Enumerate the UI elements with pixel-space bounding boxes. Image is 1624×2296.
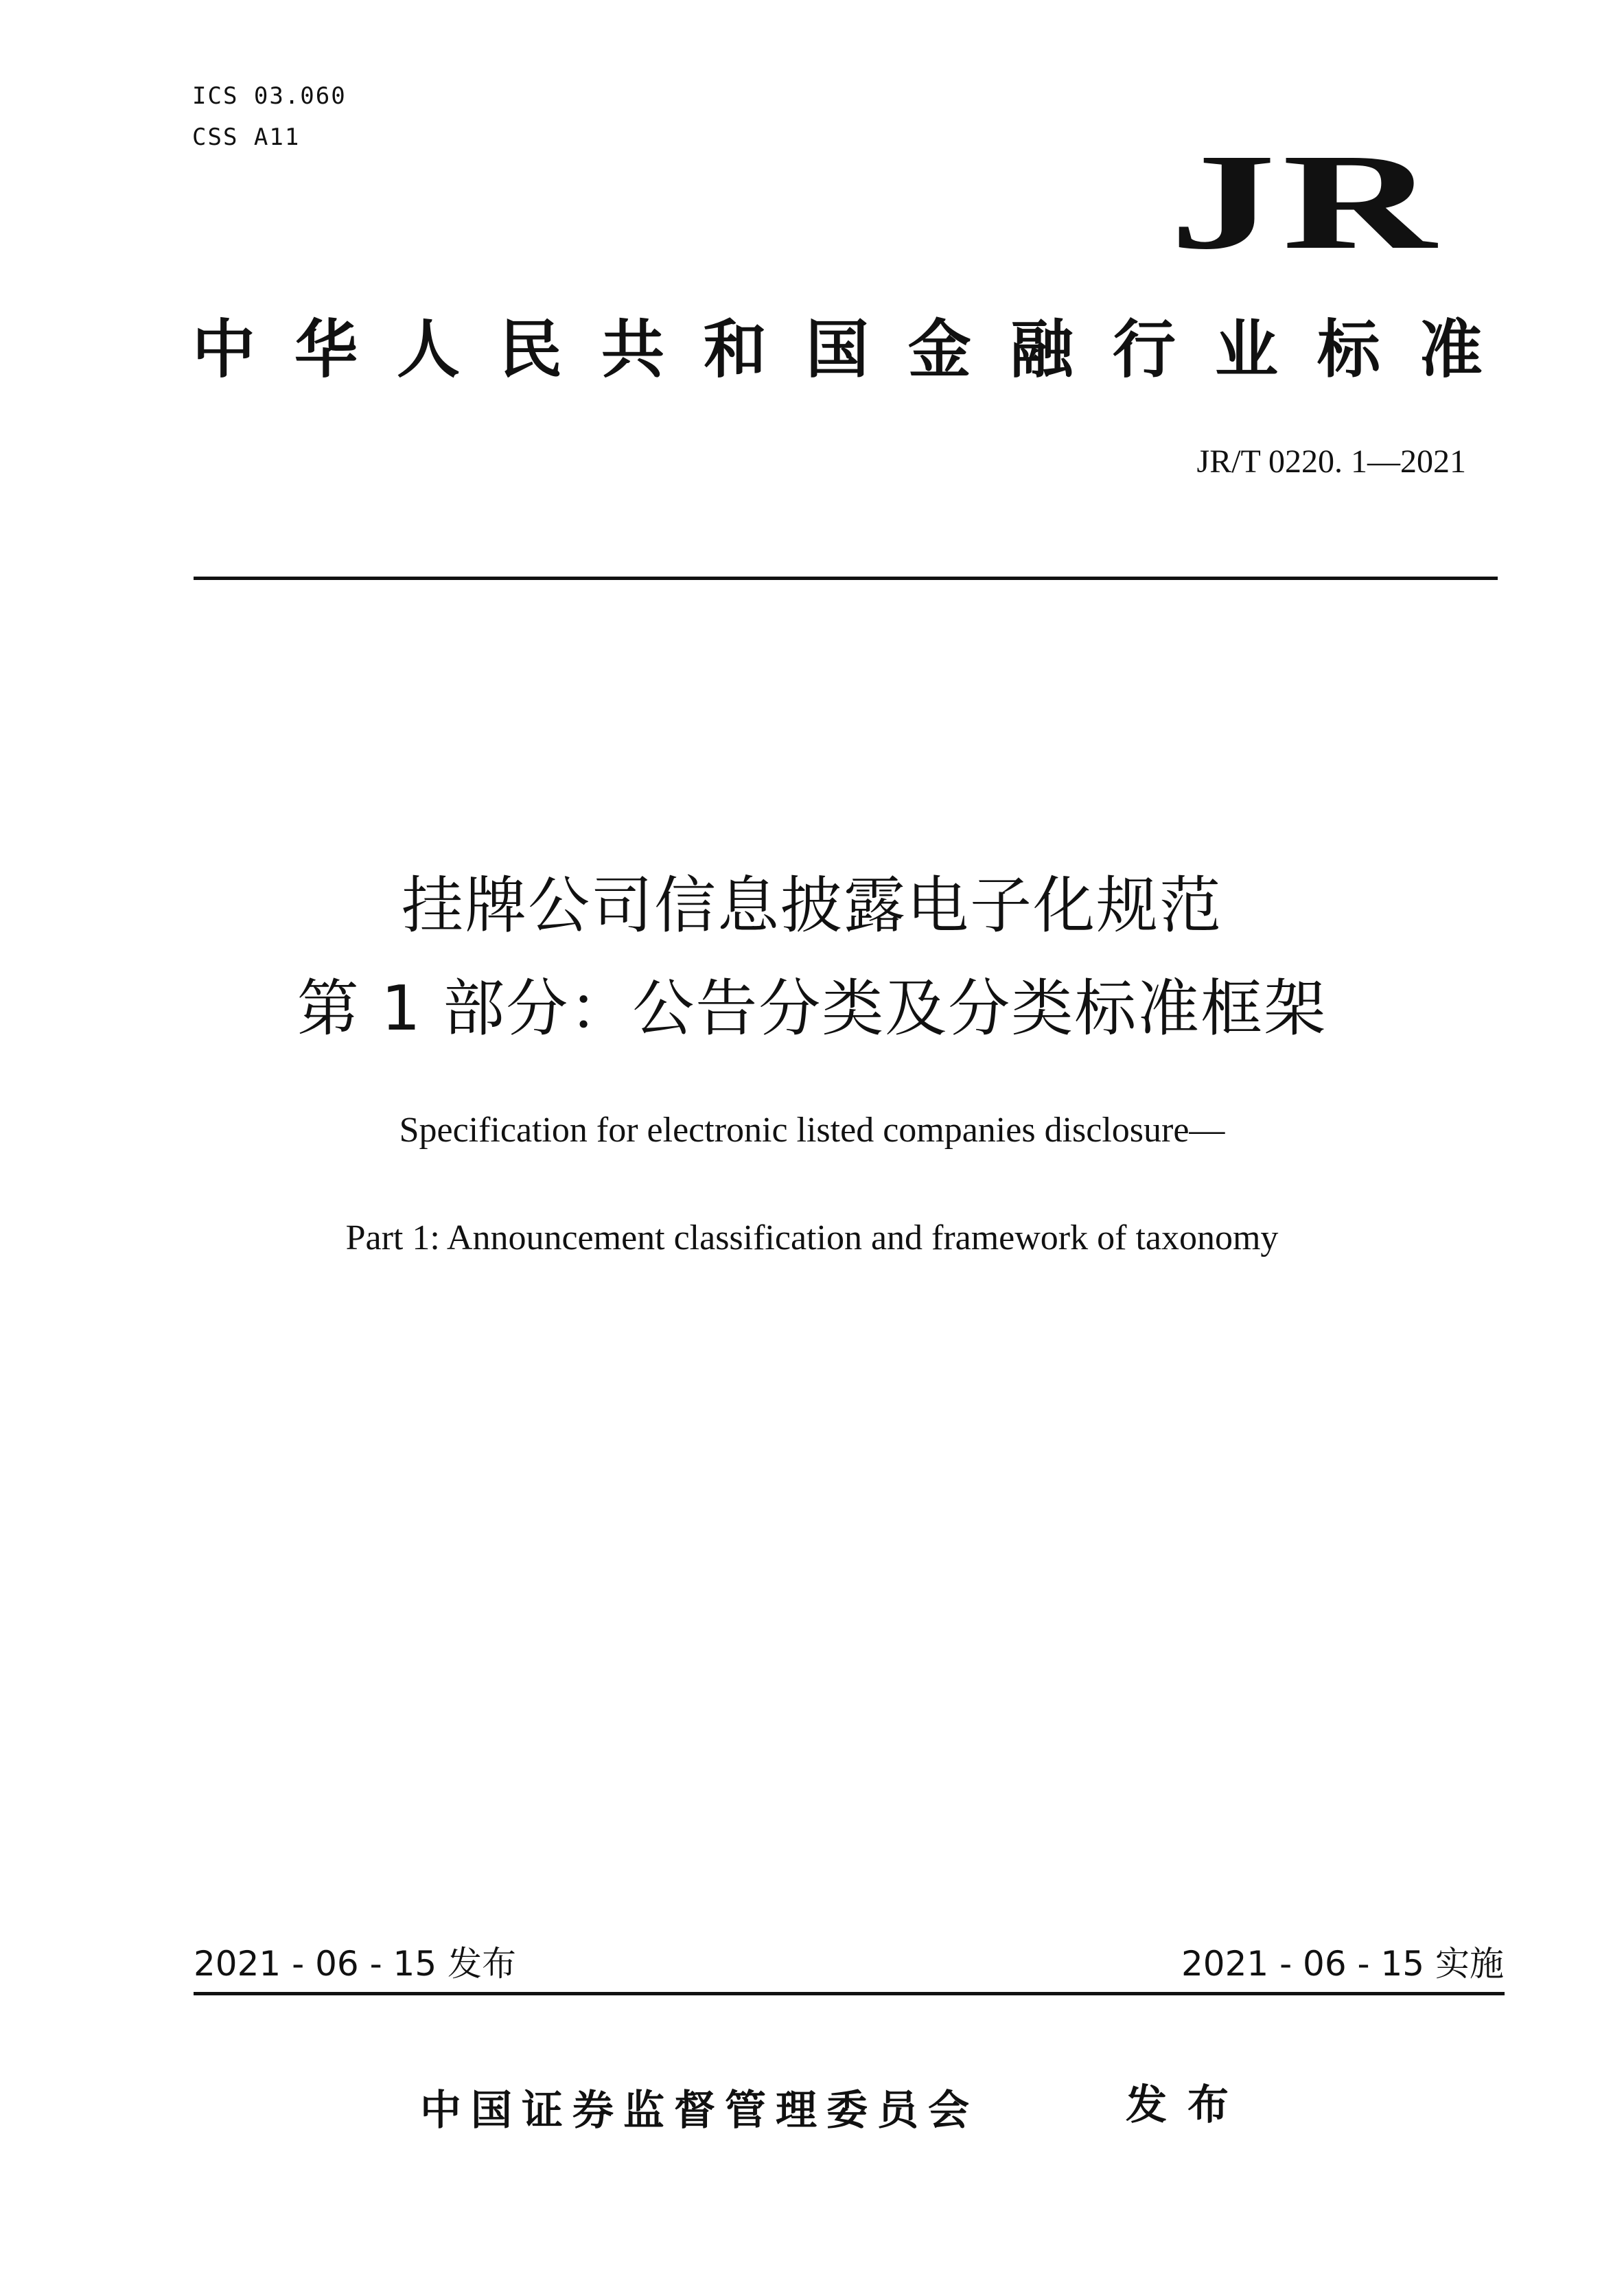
implementation-date: 2021 - 06 - 15 实施 [1181,1944,1504,1984]
jr-logo: JR [1169,126,1442,278]
category-title-char: 华 [294,313,358,386]
category-title-char: 国 [805,313,869,386]
english-title-line-2: Part 1: Announcement classification and framework of taxonomy [345,1218,1279,1257]
category-title-char: 中 [192,313,256,386]
css-code: CSS A11 [192,124,301,151]
ics-code: ICS 03.060 [192,82,347,110]
category-title-char: 融 [1010,313,1074,386]
standard-category-title [192,312,1483,388]
category-title-char: 标 [1316,313,1380,386]
english-title-line-1: Specification for electronic listed companies disclosure— [399,1111,1225,1150]
category-title-char: 金 [907,313,971,386]
issue-date: 2021 - 06 - 15 发布 [194,1944,517,1984]
category-title-char: 和 [703,313,767,386]
chinese-title-line-2: 第 1 部分：公告分类及分类标准框架 [297,973,1327,1045]
standard-number: JR/T 0220. 1—2021 [1196,443,1466,480]
category-title-char: 业 [1214,313,1278,386]
publish-label: 发布 [1126,2081,1249,2129]
category-title-char: 准 [1419,313,1483,386]
chinese-title-line-1: 挂牌公司信息披露电子化规范 [402,870,1222,942]
category-title-char: 共 [601,313,664,386]
bottom-divider [194,1992,1505,1995]
category-title-char: 行 [1112,313,1176,386]
category-title-char: 民 [498,313,562,386]
publisher-name: 中国证券监督管理委员会 [420,2087,979,2135]
category-title-char: 人 [396,313,460,386]
top-divider [194,577,1498,580]
